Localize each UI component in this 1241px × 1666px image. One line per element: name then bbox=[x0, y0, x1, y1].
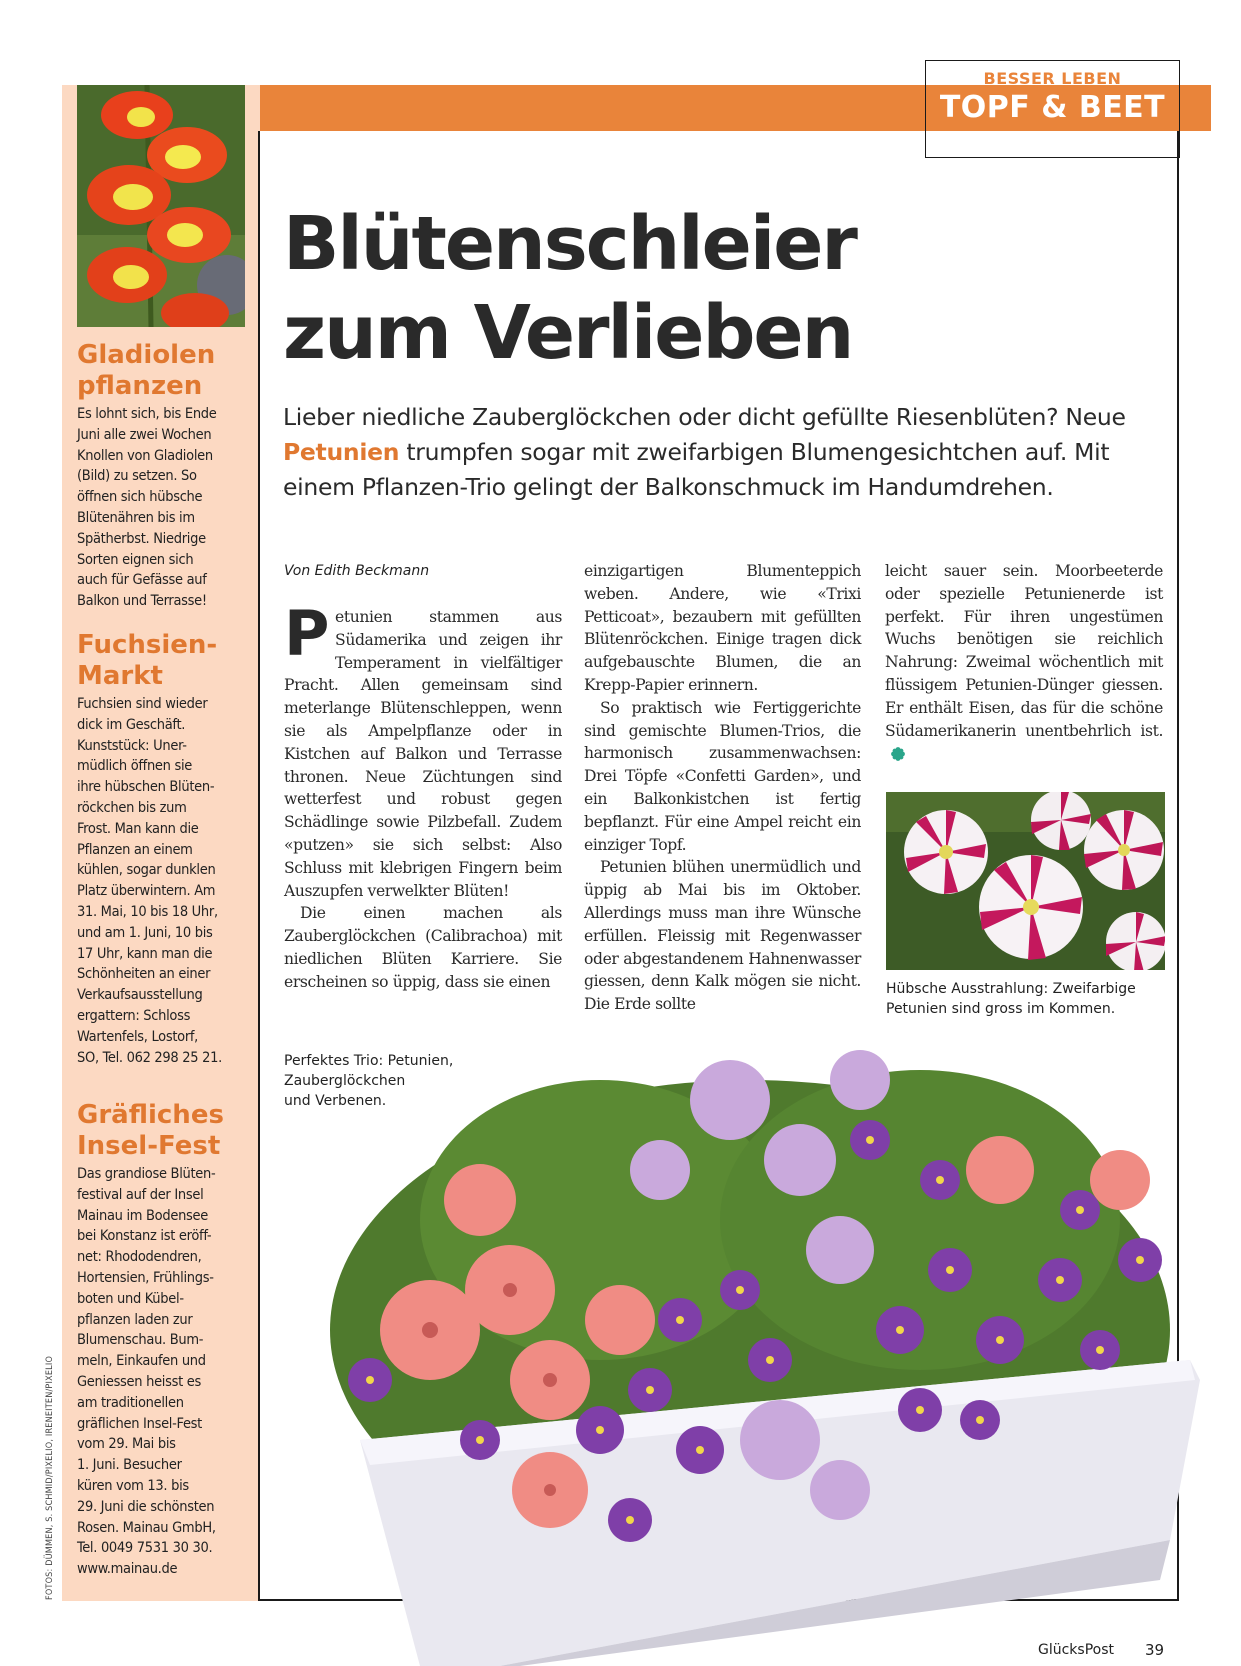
lead-text-a: Lieber niedliche Zauberglöckchen oder dicht gefüllte Riesenblüten? Neue bbox=[283, 403, 1126, 431]
section-kicker: BESSER LEBEN bbox=[983, 69, 1122, 88]
lead-highlight: Petunien bbox=[283, 438, 400, 466]
photo-credit: FOTOS: DÜMMEN, S. SCHMID/PIXELIO, IRENEITEN/PIXELIO bbox=[45, 1355, 55, 1600]
gladiolus-photo bbox=[77, 85, 245, 327]
end-mark-icon bbox=[891, 747, 905, 761]
sidebar-title: Gräfliches Insel-Fest bbox=[77, 1100, 224, 1161]
petunia-illustration bbox=[886, 792, 1165, 970]
article-headline bbox=[283, 200, 1163, 378]
dropcap: P bbox=[284, 597, 330, 670]
byline: Von Edith Beckmann bbox=[284, 563, 430, 579]
article-column-3 bbox=[885, 560, 1163, 765]
sidebar-section-fuchsien bbox=[77, 630, 252, 1068]
section-rubric: TOPF & BEET bbox=[939, 90, 1166, 125]
article-column-1 bbox=[284, 597, 562, 994]
sidebar-title: Gladiolen pflanzen bbox=[77, 340, 216, 401]
article-column-2 bbox=[584, 560, 861, 1016]
section-badge bbox=[925, 60, 1180, 158]
lead-text-b: trumpfen sogar mit zweifarbigen Blumengesichtchen auf. Mit einem Pflanzen-Trio gelingt der Balkonschmuck im Handumdrehen. bbox=[283, 438, 1110, 501]
frame-line-left bbox=[258, 131, 260, 1601]
sidebar-text: Fuchsien sind wieder dick im Geschäft. Kunststück: Uner- müdlich öffnen sie ihre hübschen Blüten- röckchen bis zum Frost. Man kann die Pflanzen an einem kühlen, sogar dunklen Platz überwintern. Am 31. Mai, 10 bis 18 Uhr, und am 1. Juni, 10 bis 17 Uhr, kann man die Schönheiten an einer Verkaufsausstellung ergattern: Schloss Wartenfels, Lostorf, SO, Tel. 062 298 25 21. bbox=[77, 696, 222, 1066]
article-lead bbox=[283, 400, 1173, 505]
flower-box-photo bbox=[300, 1020, 1210, 1666]
body-paragraph: Die einen machen als Zauberglöckchen (Calibrachoa) mit niedlichen Blüten Karriere. Sie erscheinen so üppig, dass sie einen bbox=[284, 904, 562, 991]
photo-caption-right: Hübsche Ausstrahlung: Zweifarbige Petunien sind gross im Kommen. bbox=[886, 981, 1136, 1017]
flower-box-illustration bbox=[300, 1020, 1210, 1666]
body-text: etunien stammen aus Südamerika und zeigen ihr Temperament in vielfältiger Pracht. Allen gemeinsam sind meterlange Blütenschleppen, wenn sie als Ampelpflanze oder in Kistchen auf Balkon und Terrasse thronen. Neue Züchtungen sind wetterfest und robust gegen Schädlinge sowie Pilzbefall. Zudem «putzen» sie sich selbst: Also Schluss mit klebrigen Fingern beim Auszupfen verwelkter Blüten! bbox=[284, 608, 562, 900]
sidebar-section-inselfest bbox=[77, 1100, 252, 1580]
sidebar-text: Das grandiose Blüten- festival auf der Insel Mainau im Bodensee bei Konstanz ist eröff- net: Rhododendren, Hortensien, Frühlings- boten und Kübel- pflanzen laden zur Blumenschau. Bum- meln, Einkaufen und Geniessen heisst es am traditionellen gräflichen Insel-Fest vom 29. Mai bis 1. Juni. Besucher küren vom 13. bis 29. Juni die schönsten Rosen. Mainau GmbH, Tel. 0049 7531 30 30. www.mainau.de bbox=[77, 1166, 216, 1578]
body-paragraph: Petunien blühen unermüdlich und üppig ab Mai bis im Oktober. Allerdings muss man ihre Wünsche erfüllen. Fleissig mit Regenwasser oder abgestandenem Hahnenwasser giessen, denn Kalk mögen sie nicht. Die Erde sollte bbox=[584, 858, 861, 1014]
publication-name: GlücksPost bbox=[1038, 1642, 1115, 1658]
headline-line-1: Blütenschleier bbox=[283, 201, 856, 287]
body-paragraph: leicht sauer sein. Moorbeeterde oder spezielle Petunienerde ist perfekt. Für ihren ungestümen Wuchs benötigen sie reichlich Nahrung: Zweimal wöchentlich mit flüssigem Petunien-Dünger giessen. Er enthält Eisen, das für die schöne Südamerikanerin unentbehrlich ist. bbox=[885, 562, 1163, 740]
gladiolus-illustration bbox=[77, 85, 245, 327]
bicolor-petunia-photo bbox=[886, 792, 1165, 970]
photo-caption-main: Perfektes Trio: Petunien, Zauberglöckchen und Verbenen. bbox=[284, 1053, 454, 1109]
page-number: 39 bbox=[1145, 1641, 1165, 1659]
body-paragraph: So praktisch wie Fertiggerichte sind gemischte Blumen-Trios, die harmonisch zusammenwachsen: Drei Töpfe «Confetti Garden», und ein Balkonkistchen ist fertig bepflanzt. Für eine Ampel reicht ein einziger Topf. bbox=[584, 698, 861, 854]
sidebar-text: Es lohnt sich, bis Ende Juni alle zwei Wochen Knollen von Gladiolen (Bild) zu setzen. So öffnen sich hübsche Blütenähren bis im Spätherbst. Niedrige Sorten eignen sich auch für Gefässe auf Balkon und Terrasse! bbox=[77, 406, 217, 610]
sidebar-title: Fuchsien- Markt bbox=[77, 630, 218, 691]
sidebar-section-gladiolen bbox=[77, 340, 252, 612]
body-paragraph: einzigartigen Blumenteppich weben. Andere, wie «Trixi Petticoat», bezaubern mit gefüllten Blütenröckchen. Einige tragen dick aufgebauschte Blumen, die an Krepp-Papier erinnern. bbox=[584, 562, 861, 694]
headline-line-2: zum Verlieben bbox=[283, 290, 853, 376]
